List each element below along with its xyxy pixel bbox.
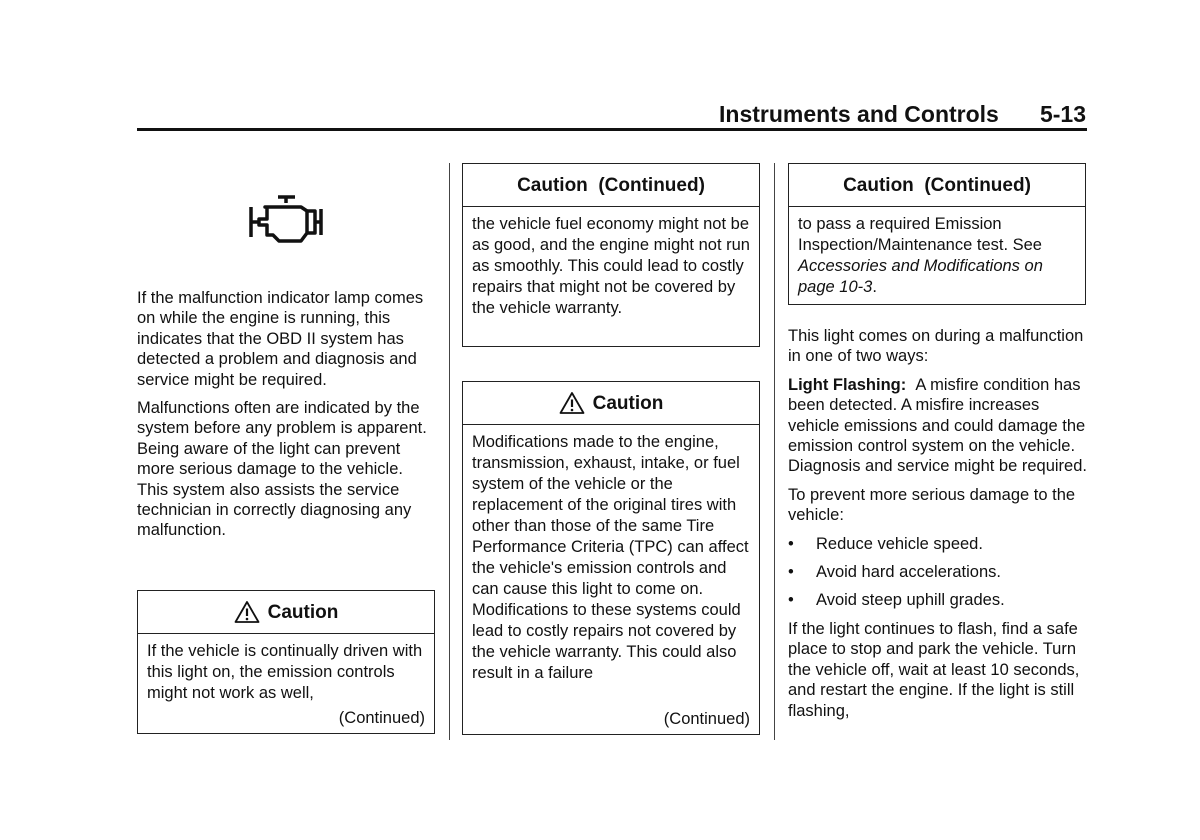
caution-continued-box: [462, 163, 760, 347]
caution-body: [463, 425, 759, 684]
warning-triangle-icon: [234, 600, 260, 624]
caution-header: [463, 164, 759, 207]
column-3-text: [788, 326, 1088, 721]
bullet-mark: •: [788, 534, 794, 553]
light-flashing-label: Light Flashing:: [788, 375, 907, 394]
caution-text-end: .: [872, 278, 877, 296]
list-item: [788, 590, 1088, 610]
section-title: Instruments and Controls: [719, 101, 999, 127]
column-1-text: [137, 288, 437, 541]
caution-text: the vehicle fuel economy might not be as good, and the engine might not run as smoothly. This could lead to costly repairs that might not be covered by the vehicle warranty.: [472, 215, 750, 317]
light-flashing-text: A misfire condition has been detected. A misfire increases vehicle emissions and could damage the emission control system on the vehicle. Diagnosis and service might be required.: [788, 375, 1087, 476]
page-number: 5-13: [1039, 101, 1086, 127]
warning-triangle-icon: [559, 391, 585, 415]
caution-box: [462, 381, 760, 735]
paragraph: To prevent more serious damage to the vehicle:: [788, 485, 1076, 525]
column-divider: [774, 163, 775, 740]
caution-text-start: to pass a required Emission Inspection/Maintenance test. See: [798, 215, 1042, 254]
paragraph: [788, 375, 1088, 477]
caution-text: If the vehicle is continually driven with this light on, the emission controls might not work as well,: [147, 642, 423, 702]
paragraph: Malfunctions often are indicated by the system before any problem is apparent. Being aware of the light can prevent more serious damage to the vehicle. This system also assists the service technician in correctly diagnosing any malfunction.: [137, 399, 427, 540]
caution-text: [798, 214, 1076, 298]
caution-header: [463, 382, 759, 425]
caution-title: Caution (Continued): [517, 174, 705, 196]
paragraph: If the light continues to flash, find a safe place to stop and park the vehicle. Turn the vehicle off, wait at least 10 seconds, and restart the engine. If the light is still flashing,: [788, 619, 1080, 720]
caution-body: [138, 634, 434, 704]
caution-title: Caution: [267, 601, 339, 623]
column-divider: [449, 163, 450, 740]
list-item: [788, 562, 1088, 582]
list-item: [788, 534, 1088, 554]
header-rule: [137, 128, 1087, 131]
caution-box: [137, 590, 435, 734]
check-engine-icon: [245, 193, 329, 247]
paragraph: If the malfunction indicator lamp comes on while the engine is running, this indicates that the OBD II system has detected a problem and diagnosis and service might be required.: [137, 289, 424, 389]
continued-label: (Continued): [663, 710, 750, 728]
continued-label: (Continued): [338, 709, 425, 727]
list-item-text: Reduce vehicle speed.: [816, 534, 983, 553]
caution-title: Caution: [592, 392, 664, 414]
list-item-text: Avoid hard accelerations.: [816, 563, 1001, 582]
caution-text: Modifications made to the engine, transmission, exhaust, intake, or fuel system of the vehicle or the replacement of the original tires with other than those of the same Tire Performance Criteria (TPC) can affect the vehicle's emission controls and can cause this light to come on. Modifications to these systems could lead to costly repairs not covered by the vehicle warranty. This could also result in a failure: [472, 433, 749, 682]
caution-header: [138, 591, 434, 634]
caution-header: [789, 164, 1085, 207]
caution-title: Caution (Continued): [843, 174, 1031, 196]
bullet-mark: •: [788, 563, 794, 582]
caution-body: [463, 207, 759, 319]
paragraph: This light comes on during a malfunction in one of two ways:: [788, 327, 1084, 366]
bullet-mark: •: [788, 591, 794, 610]
caution-body: [789, 207, 1085, 298]
caution-continued-box: [788, 163, 1086, 305]
list-item-text: Avoid steep uphill grades.: [816, 591, 1005, 610]
cross-reference-link[interactable]: Accessories and Modifications on page 10-3: [798, 257, 1043, 296]
